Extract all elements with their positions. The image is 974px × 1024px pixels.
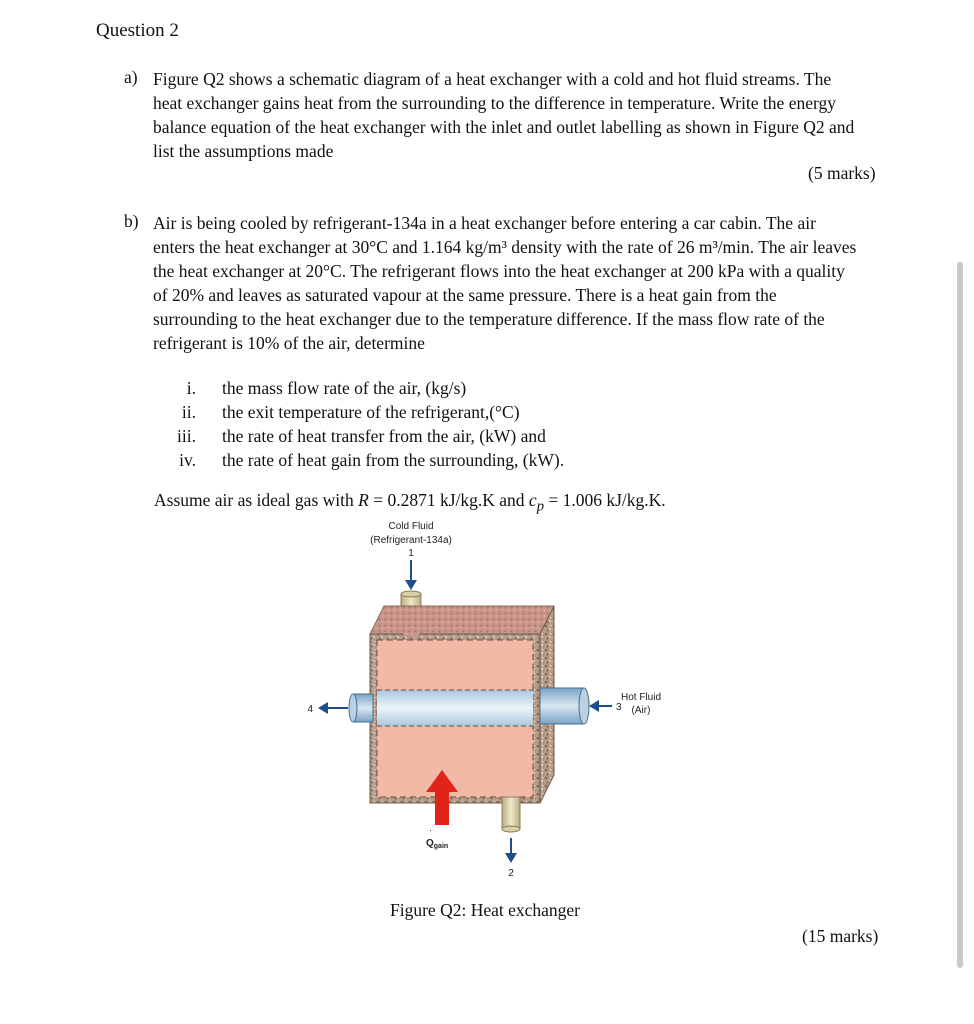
outlet-4-arrow <box>318 702 348 714</box>
part-b-line: refrigerant is 10% of the air, determine <box>153 333 425 353</box>
question-title: Question 2 <box>96 20 179 41</box>
cp-subscript: p <box>536 498 544 515</box>
cold-fluid-label: Cold Fluid <box>388 521 434 532</box>
q-gain-label <box>426 838 448 850</box>
item-number: i. <box>186 378 196 398</box>
r-symbol: R <box>358 490 369 510</box>
part-b-marks: (15 marks) <box>802 926 879 946</box>
assume-prefix: Assume air as ideal gas with <box>154 490 359 510</box>
item-number: iii. <box>177 426 196 446</box>
q-subscript: gain <box>433 843 449 850</box>
outlet-2-pipe <box>502 797 520 829</box>
q-symbol: Q <box>426 838 434 849</box>
part-a-line: balance equation of the heat exchanger with the inlet and outlet labelling as shown in Figure Q2 and <box>153 117 855 137</box>
part-a-line: list the assumptions made <box>153 141 334 161</box>
outlet-4-pipe <box>349 694 373 722</box>
hot-fluid-sublabel: (Air) <box>631 705 651 716</box>
hot-fluid-label: Hot Fluid <box>620 692 662 703</box>
r-value: = 0.2871 kJ/kg.K and <box>368 490 529 510</box>
part-b-line: surrounding to the heat exchanger due to the temperature difference. If the mass flow rate of the <box>153 309 825 329</box>
figure-caption: Figure Q2: Heat exchanger <box>390 900 580 920</box>
cold-fluid-sublabel: (Refrigerant-134a) <box>370 535 452 546</box>
part-b-line: of 20% and leaves as saturated vapour at the same pressure. There is a heat gain from the <box>153 285 777 305</box>
inlet-3-arrow <box>589 700 612 712</box>
item-number: ii. <box>181 402 196 422</box>
item-number: iv. <box>179 450 196 470</box>
part-a-line: heat exchanger gains heat from the surrounding to the difference in temperature. Write the energy <box>153 93 836 113</box>
port-2-label: 2 <box>508 868 514 879</box>
part-a-marks: (5 marks) <box>808 163 876 183</box>
item-text: the rate of heat gain from the surrounding, (kW). <box>222 450 565 470</box>
cp-symbol: c <box>528 490 537 510</box>
outlet-2-arrow <box>505 838 517 863</box>
part-b-label: b) <box>124 211 139 231</box>
inner-tube <box>377 690 533 726</box>
part-a-line: Figure Q2 shows a schematic diagram of a heat exchanger with a cold and hot fluid streams. The <box>153 69 832 89</box>
part-b-line: Air is being cooled by refrigerant-134a in a heat exchanger before entering a car cabin. The air <box>153 213 816 233</box>
item-text: the mass flow rate of the air, (kg/s) <box>222 378 467 398</box>
part-b-line: enters the heat exchanger at 30°C and 1.164 kg/m³ density with the rate of 26 m³/min. The air leaves <box>153 237 857 257</box>
port-1-label: 1 <box>408 548 414 559</box>
inlet-1-arrow <box>405 560 417 590</box>
item-text: the rate of heat transfer from the air, (kW) and <box>222 426 546 446</box>
shell-top-face <box>370 606 554 634</box>
part-a-label: a) <box>124 67 138 87</box>
inlet-3-pipe <box>540 688 589 724</box>
cp-value: = 1.006 kJ/kg.K. <box>543 490 666 510</box>
port-3-label: 3 <box>616 702 622 713</box>
port-4-label: 4 <box>307 704 313 715</box>
svg-text:·: · <box>429 825 432 835</box>
item-text: the exit temperature of the refrigerant,(°C) <box>222 402 520 422</box>
part-b-line: the heat exchanger at 20°C. The refrigerant flows into the heat exchanger at 200 kPa with a quality <box>153 261 845 281</box>
